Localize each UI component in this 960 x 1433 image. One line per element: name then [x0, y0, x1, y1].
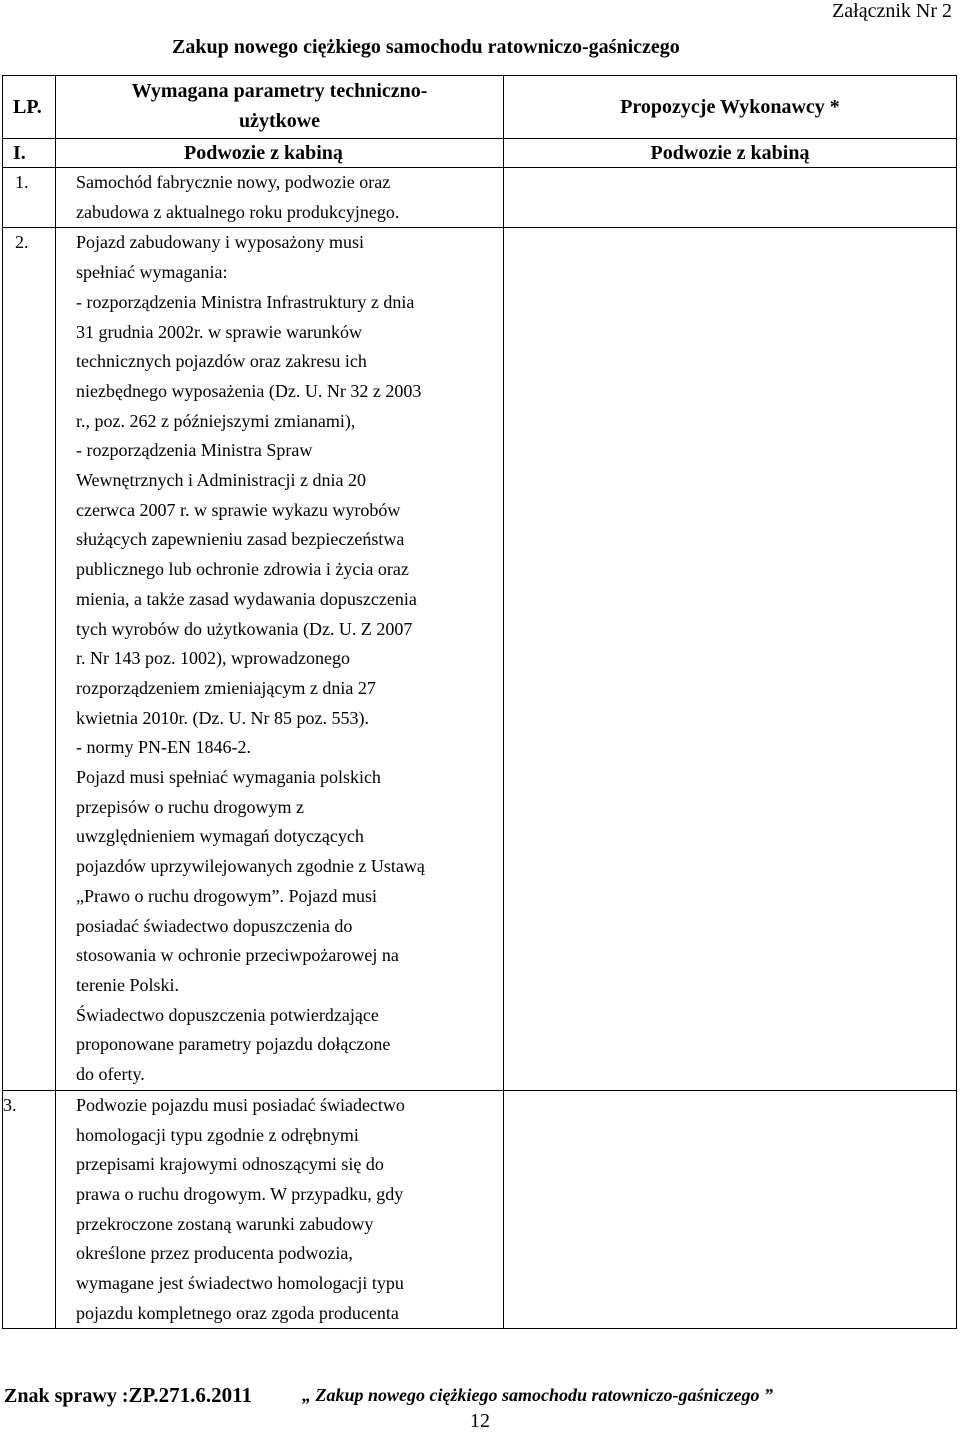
- table-row: [3, 168, 957, 228]
- column-header-requirements: [56, 76, 504, 139]
- requirement-line: Świadectwo dopuszczenia potwierdzające: [76, 1004, 379, 1025]
- row-proposal-cell: [504, 228, 957, 1090]
- requirement-line: 31 grudnia 2002r. w sprawie warunków: [76, 321, 362, 342]
- table-header-row: [3, 76, 957, 139]
- requirements-table: [2, 75, 957, 1329]
- requirement-line: proponowane parametry pojazdu dołączone: [76, 1034, 391, 1055]
- page-number: 12: [470, 1410, 490, 1432]
- requirement-line: do oferty.: [76, 1064, 145, 1085]
- case-reference-label: Znak sprawy :: [4, 1385, 129, 1407]
- requirement-line: homologacji typu zgodnie z odrębnymi: [76, 1124, 359, 1145]
- row-number: 3.: [3, 1090, 56, 1329]
- footer-title: „ Zakup nowego ciężkiego samochodu ratowniczo-gaśniczego ”: [302, 1385, 774, 1405]
- annex-label: Załącznik Nr 2: [832, 0, 952, 22]
- case-reference: [4, 1383, 252, 1408]
- row-requirement: [56, 228, 504, 1090]
- requirement-line: Pojazd zabudowany i wyposażony musi: [76, 232, 364, 253]
- document-title: Zakup nowego ciężkiego samochodu ratowniczo-gaśniczego: [172, 36, 680, 58]
- requirement-line: posiadać świadectwo dopuszczenia do: [76, 915, 353, 936]
- requirement-line: kwietnia 2010r. (Dz. U. Nr 85 poz. 553).: [76, 707, 369, 728]
- requirement-line: zabudowa z aktualnego roku produkcyjnego.: [76, 201, 400, 222]
- requirement-line: Wewnętrznych i Administracji z dnia 20: [76, 470, 366, 491]
- requirement-line: Samochód fabrycznie nowy, podwozie oraz: [76, 172, 391, 192]
- requirement-line: r. Nr 143 poz. 1002), wprowadzonego: [76, 648, 350, 669]
- requirement-line: - rozporządzenia Ministra Spraw: [76, 440, 313, 461]
- row-requirement: [56, 168, 504, 228]
- requirement-line: r., poz. 262 z późniejszymi zmianami),: [76, 410, 356, 431]
- requirement-line: terenie Polski.: [76, 974, 179, 995]
- section-name-proposal: Podwozie z kabiną: [504, 139, 957, 168]
- requirement-line: przekroczone zostaną warunki zabudowy: [76, 1213, 374, 1234]
- requirement-line: określone przez producenta podwozia,: [76, 1243, 353, 1264]
- requirement-line: służących zapewnieniu zasad bezpieczeństwa: [76, 529, 405, 550]
- requirement-line: - normy PN-EN 1846-2.: [76, 737, 251, 758]
- requirement-line: pojazdu kompletnego oraz zgoda producenta: [76, 1302, 399, 1323]
- requirement-line: czerwca 2007 r. w sprawie wykazu wyrobów: [76, 499, 401, 520]
- table-row: [3, 228, 957, 1090]
- case-reference-number: ZP.271.6.2011: [128, 1383, 252, 1407]
- requirement-line: rozporządzeniem zmieniającym z dnia 27: [76, 677, 376, 698]
- requirement-line: Pojazd musi spełniać wymagania polskich: [76, 767, 381, 788]
- table-row: [3, 1090, 957, 1329]
- requirement-line: tych wyrobów do użytkowania (Dz. U. Z 2007: [76, 618, 413, 639]
- requirement-line: przepisów o ruchu drogowym z: [76, 796, 304, 817]
- requirement-line: przepisami krajowymi odnoszącymi się do: [76, 1154, 384, 1175]
- column-header-requirements-line2: użytkowe: [238, 110, 321, 132]
- row-requirement: [56, 1090, 504, 1329]
- requirement-line: mienia, a także zasad wydawania dopuszczenia: [76, 588, 417, 609]
- requirement-line: publicznego lub ochronie zdrowia i życia oraz: [76, 559, 409, 580]
- row-number: 1.: [3, 168, 56, 228]
- row-proposal-cell: [504, 1090, 957, 1329]
- column-header-requirements-line1: Wymagana parametry techniczno-: [131, 80, 428, 102]
- requirement-line: - rozporządzenia Ministra Infrastruktury z dnia: [76, 291, 415, 312]
- section-number: I.: [3, 139, 56, 168]
- requirement-line: wymagane jest świadectwo homologacji typu: [76, 1273, 404, 1294]
- requirement-line: stosowania w ochronie przeciwpożarowej na: [76, 945, 399, 966]
- requirement-line: uwzględnieniem wymagań dotyczących: [76, 826, 364, 847]
- row-number: 2.: [3, 228, 56, 1090]
- requirement-line: prawa o ruchu drogowym. W przypadku, gdy: [76, 1183, 404, 1204]
- requirement-line: niezbędnego wyposażenia (Dz. U. Nr 32 z 2003: [76, 380, 422, 401]
- requirement-line: pojazdów uprzywilejowanych zgodnie z Ustawą: [76, 856, 425, 877]
- section-row: [3, 139, 957, 168]
- column-header-proposals: Propozycje Wykonawcy *: [504, 76, 957, 139]
- requirement-line: technicznych pojazdów oraz zakresu ich: [76, 351, 367, 372]
- row-proposal-cell: [504, 168, 957, 228]
- requirement-line: Podwozie pojazdu musi posiadać świadectwo: [76, 1094, 405, 1115]
- requirement-line: spełniać wymagania:: [76, 262, 228, 283]
- column-header-lp: LP.: [3, 76, 56, 139]
- section-name: Podwozie z kabiną: [56, 139, 504, 168]
- requirement-line: „Prawo o ruchu drogowym”. Pojazd musi: [76, 885, 377, 906]
